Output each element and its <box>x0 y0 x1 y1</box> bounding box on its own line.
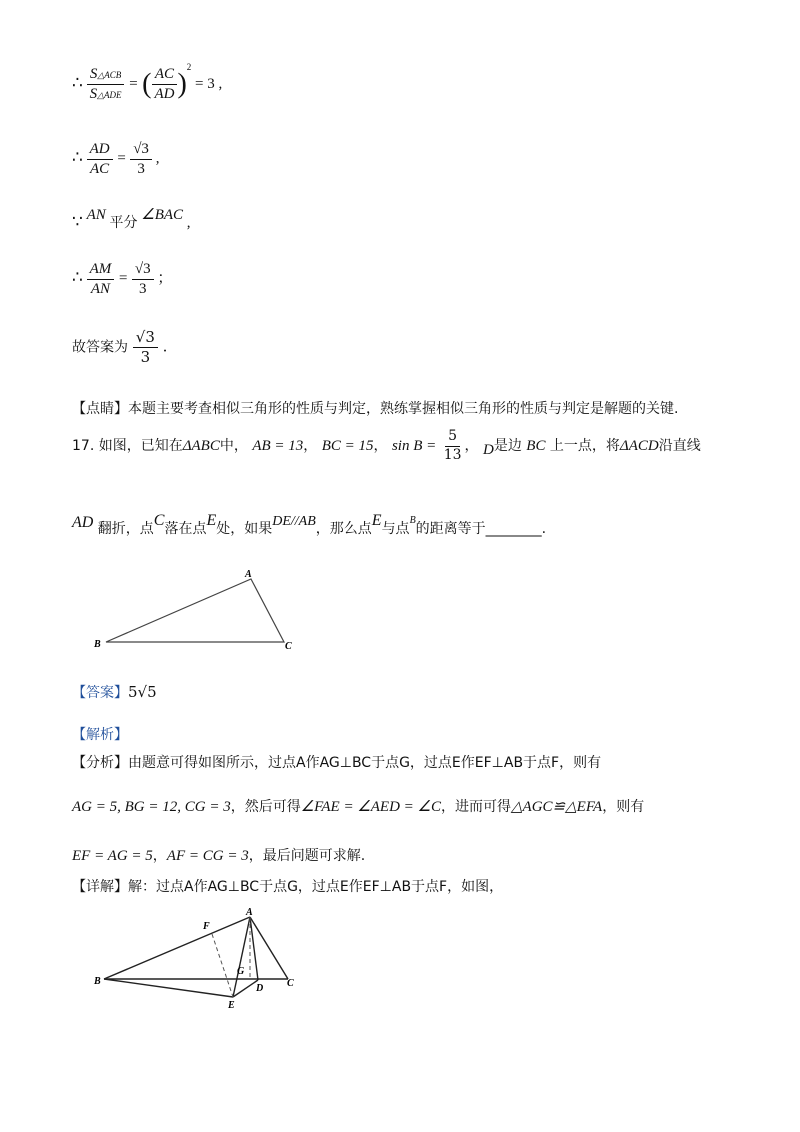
vertex-label-g: G <box>237 966 245 977</box>
segment-ac <box>250 917 288 979</box>
analysis-heading: 【解析】 <box>72 727 128 743</box>
area-fraction: $\frac{\text{S△ACB}}{\text{S△ADE}}$ <box>87 65 125 104</box>
bisector-line: ∵ AN 平分 ∠BAC , <box>72 207 191 232</box>
detailed-solution-paragraph: 【详解】解：过点A作AG⊥BC于点G，过点E作EF⊥AB于点F，如图， <box>72 879 504 895</box>
segment-ae <box>233 917 250 997</box>
ratio-line-4: ∴ $\frac{AM}{AN}$ = $\frac{√3}{3}$ ； <box>72 261 173 297</box>
answer-statement: 故答案为 $\frac{√3}{3}$ . <box>72 328 168 366</box>
segment-fe-dashed <box>212 934 233 997</box>
side-fraction: $\frac{AC}{AD}$ <box>151 65 177 104</box>
triangle-abc <box>106 579 284 642</box>
ratio-line-2: ∴ $\frac{AD}{AC}$ = $\frac{√3}{3}$ , <box>72 141 160 177</box>
question-17-line-1: 17. 如图，已知在ΔABC中， AB = 13， BC = 15， sin B = $\frac{5}{13}$ ， D是边 BC 上一点，将ΔACD沿直线 <box>72 428 701 463</box>
solution-figure <box>90 902 310 1014</box>
analysis-line-3: EF = AG = 5，AF = CG = 3，最后问题可求解. <box>72 848 366 864</box>
segment-be <box>104 979 233 997</box>
analysis-line-2: AG = 5, BG = 12, CG = 3，然后可得∠FAE = ∠AED = ∠C，进而可得△AGC≌△EFA，则有 <box>72 799 645 815</box>
therefore-symbol: ∴ <box>72 73 83 93</box>
ratio-line-1: ∴ $\frac{\text{S△ACB}}{\text{S△ADE}}$ = ( $\frac{AC}{AD}$ )$^2$ = 3 , <box>72 62 223 103</box>
vertex-label-c: C <box>285 641 292 652</box>
analysis-paragraph: 【分析】由题意可得如图所示，过点A作AG⊥BC于点G，过点E作EF⊥AB于点F，则有 <box>72 755 602 771</box>
triangle-figure <box>88 565 308 655</box>
vertex-label-e: E <box>228 1000 235 1011</box>
vertex-label-a: A <box>245 569 252 580</box>
segment-ba <box>104 917 250 979</box>
vertex-label-a: A <box>246 907 253 918</box>
segment-ad <box>250 917 258 980</box>
answer-line: 【答案】5√5 <box>72 683 157 701</box>
question-17-line-2: AD 翻折，点C落在点E处，如果DE//AB，那么点E与点$^B$的距离等于________. <box>72 512 547 537</box>
vertex-label-f: F <box>203 921 210 932</box>
key-point-paragraph: 【点睛】本题主要考查相似三角形的性质与判定，熟练掌握相似三角形的性质与判定是解题的关键. <box>72 401 679 417</box>
answer-value: 5√5 <box>128 683 157 701</box>
vertex-label-b: B <box>94 639 101 650</box>
vertex-label-b: B <box>94 976 101 987</box>
vertex-label-c: C <box>287 978 294 989</box>
vertex-label-d: D <box>256 983 264 994</box>
